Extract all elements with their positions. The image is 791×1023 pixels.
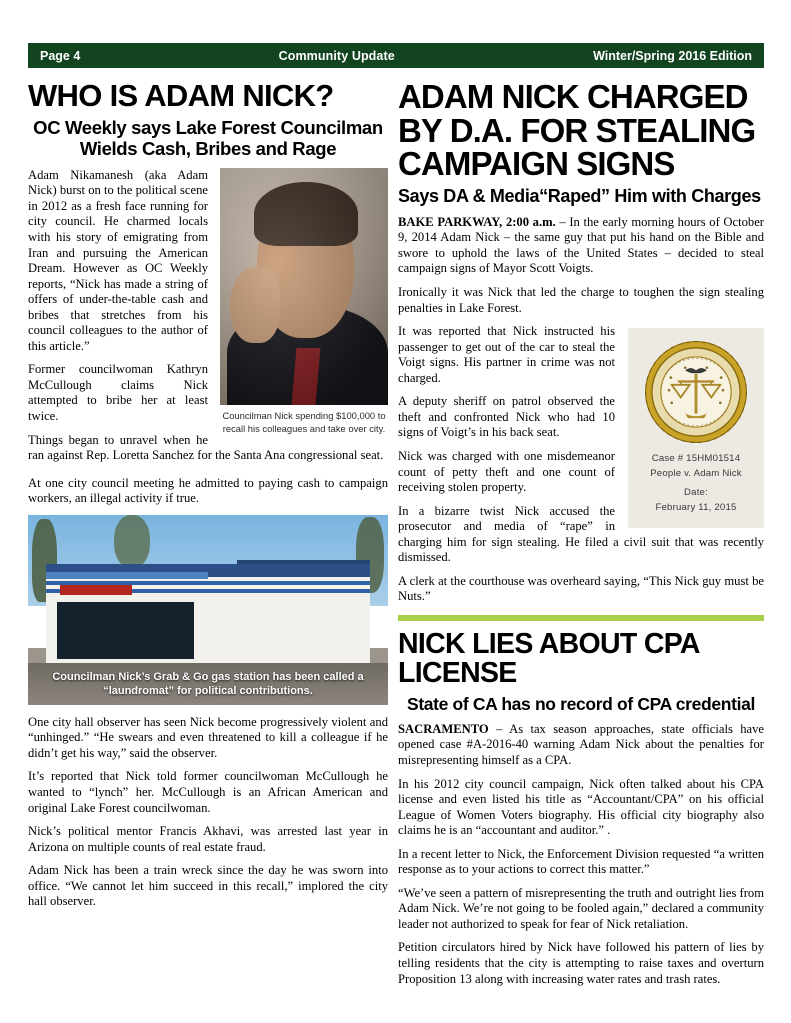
right-story-one-paragraph-6: A clerk at the courthouse was overheard saying, “This Nick guy must be Nuts.” [398, 573, 764, 604]
edition-label: Winter/Spring 2016 Edition [593, 48, 752, 63]
portrait-photo-caption: Councilman Nick spending $100,000 to recall his colleagues and take over city. [222, 409, 386, 434]
right-story-two-lead [398, 722, 764, 769]
left-after-paragraph-4: Adam Nick has been a train wreck since the day he was sworn into office. “We cannot let him succeed in this recall,” implored the city hall observer. [28, 863, 388, 909]
scales-of-justice-seal-icon [642, 338, 750, 446]
right-column [398, 80, 764, 995]
right-story-two-lead-text: – As tax season approaches, state officials have opened case #A-2016-40 warning Adam Nick about the penalties for misrepresenting himself as a CPA. [398, 721, 764, 767]
right-story-one-paragraph-3: A deputy sheriff on patrol observed the theft and confronted Nick who had 10 signs of Voigt’s in his back seat. [398, 394, 615, 440]
right-story-one-dateline: BAKE PARKWAY, 2:00 a.m. [398, 214, 556, 229]
left-headline: WHO IS ADAM NICK? [28, 78, 334, 113]
left-after-paragraph-3: Nick’s political mentor Francis Akhavi, was arrested last year in Arizona on multiple counts of real estate fraud. [28, 824, 388, 854]
left-after-paragraph-1: One city hall observer has seen Nick become progressively violent and “unhinged.” “He swears and even threatened to kill a colleague if he didn’t get his way,” said the observer. [28, 714, 388, 760]
right-story-one-paragraph-4: Nick was charged with one misdemeanor count of petty theft and one count of receiving stolen property. [398, 448, 615, 495]
right-story-two-subheadline: State of CA has no record of CPA credential [407, 693, 755, 714]
portrait-photo-figure [220, 168, 388, 435]
gas-station-photo-caption: Councilman Nick’s Grab & Go gas station has been called a “laundromat” for political contributions. [52, 671, 364, 698]
right-story-two-paragraph-2: In a recent letter to Nick, the Enforcement Division requested “a written response as to your actions to correct this matter.” [398, 846, 764, 877]
court-case-seal-box [628, 328, 764, 527]
court-case-details [634, 452, 758, 515]
case-date-value: February 11, 2015 [655, 501, 737, 513]
case-number: Case # 15HM01514 [651, 453, 741, 465]
gas-station-photo-figure [28, 515, 388, 705]
left-after-paragraph-2: It’s reported that Nick told former councilwoman McCullough he wanted to “lynch” her. McCullough is an African American and original Lake Forest councilwoman. [28, 769, 388, 815]
left-paragraph-3: Things began to unravel when he ran against Rep. Loretta Sanchez for the Santa Ana congressional seat. [28, 432, 384, 463]
page-number-label: Page 4 [40, 48, 81, 63]
right-story-two-paragraph-3: “We’ve seen a pattern of misrepresenting the truth and outright lies from Adam Nick. We’re not going to be fooled again,” declared a community leader not authorized to speak for fear of Nick retaliation. [398, 885, 764, 931]
right-story-one-subheadline: Says DA & Media“Raped” Him with Charges [398, 185, 761, 206]
section-divider [398, 615, 764, 621]
right-story-two-paragraph-4: Petition circulators hired by Nick have followed his pattern of lies by telling residents that the city is attempting to raise taxes and overturn Proposition 13 along with increasing water rates and trash rates. [398, 940, 764, 986]
right-story-two-paragraph-1: In his 2012 city council campaign, Nick often talked about his CPA license and even listed his title as “Accountant/CPA” on his official League of Women Voters biography. His official city biography also claims he is an “accountant and auditor.” . [398, 776, 764, 838]
right-story-one-paragraph-5: In a bizarre twist Nick accused the prosecutor and media of “rape” in charging him for sign stealing. He filed a civil suit that was recently dismissed. [398, 503, 764, 565]
gas-station-sign [60, 585, 132, 595]
councilman-nick-portrait-image [220, 168, 388, 405]
right-story-one-paragraph-2: It was reported that Nick instructed his passenger to get out of the car to steal the Voigt signs. His partner in crime was not charged. [398, 324, 615, 385]
right-story-two-dateline: SACRAMENTO [398, 721, 489, 736]
right-story-one-lead-text: – In the early morning hours of October 9, 2014 Adam Nick – the same guy that put his hand on the Bible and swore to uphold the laws of the United States – decided to steal campaign signs of Mayor Scott Voigts. [398, 214, 764, 276]
left-subheadline: OC Weekly says Lake Forest Councilman Wields Cash, Bribes and Rage [33, 116, 383, 160]
case-date-label: Date: [684, 486, 708, 498]
right-story-one-paragraph-1: Ironically it was Nick that led the charge to toughen the sign stealing penalties in Lake Forest. [398, 285, 764, 315]
left-paragraph-4: At one city council meeting he admitted to paying cash to campaign workers, an illegal activity if true. [28, 475, 388, 506]
publication-title: Community Update [278, 48, 395, 63]
left-paragraph-1: Adam Nikamanesh (aka Adam Nick) burst on to the political scene in 2012 as a fresh face running for city council. He charmed locals with his story of emigrating from Iran and pursuing the American Dream. However as OC Weekly reports, “Nick has made a string of offers of under-the-table cash and bribes that stretches from his council colleagues to the author of this article.” [28, 167, 208, 353]
right-story-one-lead [398, 215, 764, 277]
case-title: People v. Adam Nick [650, 467, 742, 479]
left-paragraph-2: Former councilwoman Kathryn McCullough claims Nick attempted to bribe her at least twice. [28, 362, 208, 424]
masthead-bar [28, 43, 764, 68]
left-column [28, 80, 388, 918]
right-story-one-headline: ADAM NICK CHARGED BY D.A. FOR STEALING CAMPAIGN SIGNS [398, 78, 756, 183]
right-story-two-headline: NICK LIES ABOUT CPA LICENSE [398, 627, 699, 690]
